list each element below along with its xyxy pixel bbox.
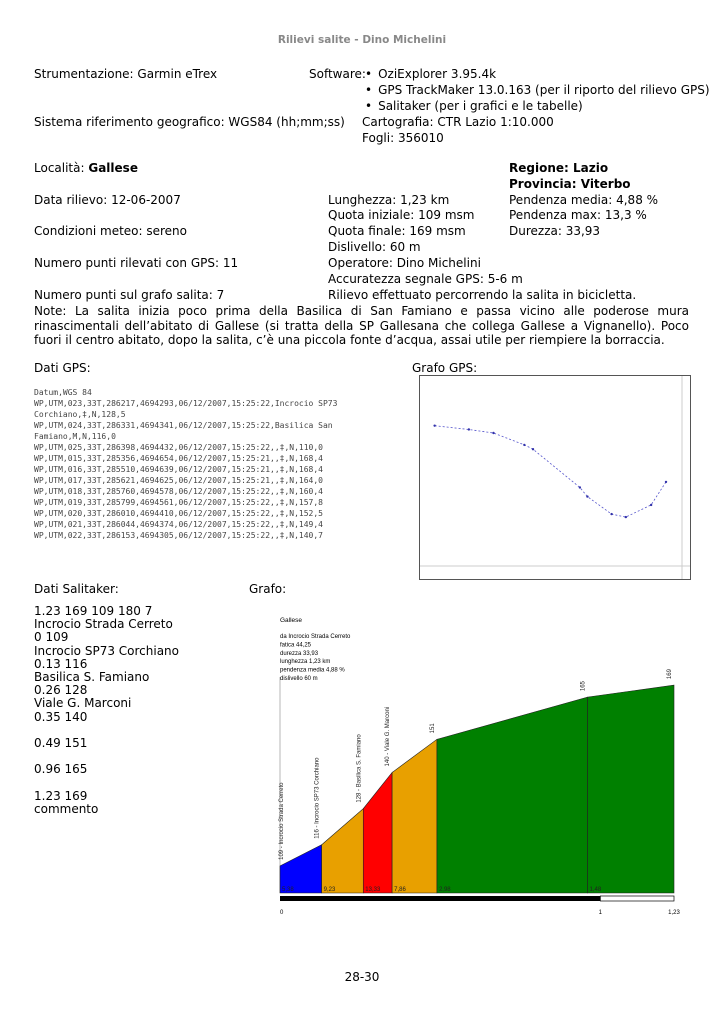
profile-stat: pendenza media 4,88 %: [280, 667, 345, 674]
segment-gradient-label: 5,38: [282, 887, 294, 893]
gps-data-listing: [34, 387, 404, 541]
gps-track-point: [586, 495, 588, 497]
salitaker-line: 0 109: [34, 630, 69, 645]
software-item: • OziExplorer 3.95.4k: [365, 67, 496, 81]
salitaker-line: 0.35 140: [34, 709, 88, 724]
gps-data-line: WP,UTM,023,33T,286217,4694293,06/12/2007,15:25:22,Incrocio SP73: [34, 399, 338, 408]
gps-track-point: [468, 428, 470, 430]
gps-track-point: [433, 424, 435, 426]
durezza: Durezza: 33,93: [509, 224, 601, 238]
gps-track-plot: [420, 376, 690, 579]
gps-data-line: Corchiano,‡,N,128,5: [34, 410, 126, 419]
profile-stat: da Incrocio Strada Cerreto: [280, 634, 351, 640]
gps-data-line: Datum,WGS 84: [34, 388, 92, 397]
profile-stat: dislivello 60 m: [280, 676, 318, 682]
gps-track-point: [579, 486, 581, 488]
regione: Regione: Lazio: [509, 161, 609, 175]
salitaker-line: 0.96 165: [34, 762, 88, 777]
profile-plot: [274, 607, 694, 927]
point-label: 169: [667, 669, 673, 680]
quota-iniziale: Quota iniziale: 109 msm: [328, 208, 475, 222]
point-label: 140 - Viale G. Marconi: [385, 706, 392, 767]
gps-track-point: [650, 504, 652, 506]
gps-track-point: [625, 516, 627, 518]
salitaker-line: 0.26 128: [34, 683, 88, 698]
salitaker-line: Viale G. Marconi: [34, 696, 132, 711]
km-axis-label: 0: [280, 910, 284, 916]
gps-data-line: WP,UTM,016,33T,285510,4694639,06/12/2007,15:25:21,,‡,N,168,4: [34, 465, 323, 474]
software-item: • Salitaker (per i grafici e le tabelle): [365, 99, 583, 113]
fogli: Fogli: 356010: [362, 131, 444, 145]
quota-finale: Quota finale: 169 msm: [328, 224, 466, 238]
gps-data-line: WP,UTM,024,33T,286331,4694341,06/12/2007,15:25:22,Basilica San: [34, 421, 333, 430]
profile-segment: [437, 697, 588, 893]
numero-punti-grafo: Numero punti sul grafo salita: 7: [34, 288, 225, 302]
note-paragraph: Note: La salita inizia poco prima della Basilica di San Famiano e passa vicino alle poderose mura rinascimentali dell’abitato di Gallese (si tratta della SP Gallesana che collega Gallese a Vignanello). Poco fuori il centro abitato, dopo la salita, c’è una piccola fonte d’acqua, assai utile per riempiere la borraccia.: [34, 304, 689, 347]
salitaker-line: commento: [34, 801, 99, 816]
provincia: Provincia: Viterbo: [509, 177, 631, 191]
point-label: 128 - Basilica S. Famiano: [356, 734, 363, 803]
salitaker-line: [34, 776, 234, 789]
salitaker-line: 1.23 169: [34, 788, 88, 803]
page-number: 28-30: [344, 970, 380, 984]
point-label: 165: [580, 681, 587, 692]
gps-data-line: WP,UTM,015,33T,285356,4694654,06/12/2007,15:25:21,,‡,N,168,4: [34, 454, 323, 463]
profile-segment: [280, 845, 322, 893]
profile-segment: [588, 685, 674, 893]
salitaker-line: 1.23 169 109 180 7: [34, 604, 153, 618]
gps-data-line: WP,UTM,025,33T,286398,4694432,06/12/2007,15:25:22,,‡,N,110,0: [34, 443, 323, 452]
gps-data-line: WP,UTM,020,33T,286010,4694410,06/12/2007,15:25:22,,‡,N,152,5: [34, 509, 323, 518]
point-label: 151: [429, 723, 436, 734]
software-label: Software:: [309, 67, 366, 81]
lunghezza: Lunghezza: 1,23 km: [328, 193, 450, 207]
profile-stat: durezza 33,93: [280, 650, 319, 657]
profile-stat: lunghezza 1,23 km: [280, 659, 331, 666]
km-axis-label: 1: [598, 910, 602, 916]
rilievo-effettuato: Rilievo effettuato percorrendo la salita in bicicletta.: [328, 288, 637, 302]
profile-stat: fatica 44,25: [280, 642, 312, 649]
segment-gradient-label: 9,23: [323, 887, 336, 893]
salitaker-line: Incrocio SP73 Corchiano: [34, 643, 180, 658]
salitaker-line: [34, 724, 234, 737]
accuratezza: Accuratezza segnale GPS: 5-6 m: [328, 272, 523, 286]
gps-track-point: [532, 448, 534, 450]
salitaker-line: 0.13 116: [34, 656, 88, 671]
pendenza-media: Pendenza media: 4,88 %: [509, 193, 659, 207]
gps-data-line: WP,UTM,019,33T,285799,4694561,06/12/2007,15:25:22,,‡,N,157,8: [34, 498, 323, 507]
condizioni-meteo: Condizioni meteo: sereno: [34, 224, 187, 238]
altimetric-profile: [274, 607, 694, 927]
cartografia: Cartografia: CTR Lazio 1:10.000: [362, 115, 554, 129]
km-axis-label: 1,23: [668, 910, 680, 916]
gps-track-point: [492, 432, 494, 434]
gps-track-point: [610, 513, 612, 515]
salitaker-line: Basilica S. Famiano: [34, 669, 150, 684]
gps-data-line: Famiano,M,N,116,0: [34, 432, 116, 441]
gps-track-chart: [419, 375, 691, 580]
profile-segment: [322, 809, 364, 893]
gps-data-line: WP,UTM,017,33T,285621,4694625,06/12/2007,15:25:21,,‡,N,164,0: [34, 476, 323, 485]
segment-gradient-label: 1,48: [589, 887, 602, 893]
grafo-gps-title: Grafo GPS:: [412, 361, 478, 375]
grafo-title: Grafo:: [249, 582, 287, 596]
profile-segment: [392, 739, 437, 893]
profile-segment: [363, 772, 392, 893]
dati-gps-title: Dati GPS:: [34, 361, 91, 375]
salitaker-data: [34, 605, 234, 816]
km-scale-bar-remainder: [600, 896, 674, 901]
gps-data-line: WP,UTM,021,33T,286044,4694374,06/12/2007,15:25:22,,‡,N,149,4: [34, 520, 323, 529]
gps-data-line: WP,UTM,018,33T,285760,4694578,06/12/2007,15:25:22,,‡,N,160,4: [34, 487, 323, 496]
km-scale-bar: [280, 896, 600, 901]
gps-track-point: [523, 444, 525, 446]
dislivello: Dislivello: 60 m: [328, 240, 421, 254]
localita: Località: Gallese: [34, 161, 138, 175]
pendenza-max: Pendenza max: 13,3 %: [509, 208, 647, 222]
page-header: Rilievi salite - Dino Michelini: [277, 34, 447, 46]
segment-gradient-label: 7,86: [394, 887, 406, 893]
strumentazione: Strumentazione: Garmin eTrex: [34, 67, 218, 81]
sistema-riferimento: Sistema riferimento geografico: WGS84 (hh;mm;ss): [34, 115, 345, 129]
point-label: 109 - Incrocio Strada Cerreto: [279, 782, 285, 860]
software-item: • GPS TrackMaker 13.0.163 (per il riporto del rilievo GPS): [365, 83, 710, 97]
numero-punti-gps: Numero punti rilevati con GPS: 11: [34, 256, 239, 270]
dati-salitaker-title: Dati Salitaker:: [34, 582, 119, 596]
gps-track-line: [435, 426, 666, 517]
data-rilievo: Data rilievo: 12-06-2007: [34, 193, 181, 207]
salitaker-line: Incrocio Strada Cerreto: [34, 617, 173, 632]
segment-gradient-label: 13,33: [365, 887, 381, 893]
operatore: Operatore: Dino Michelini: [328, 256, 481, 270]
segment-gradient-label: 2,98: [438, 887, 451, 893]
salitaker-line: 0.49 151: [34, 735, 88, 750]
gps-track-point: [665, 481, 667, 483]
profile-name: Gallese: [280, 617, 303, 624]
gps-data-line: WP,UTM,022,33T,286153,4694305,06/12/2007,15:25:22,,‡,N,140,7: [34, 531, 323, 540]
point-label: 116 - Incrocio SP73 Corchiano: [314, 757, 321, 839]
